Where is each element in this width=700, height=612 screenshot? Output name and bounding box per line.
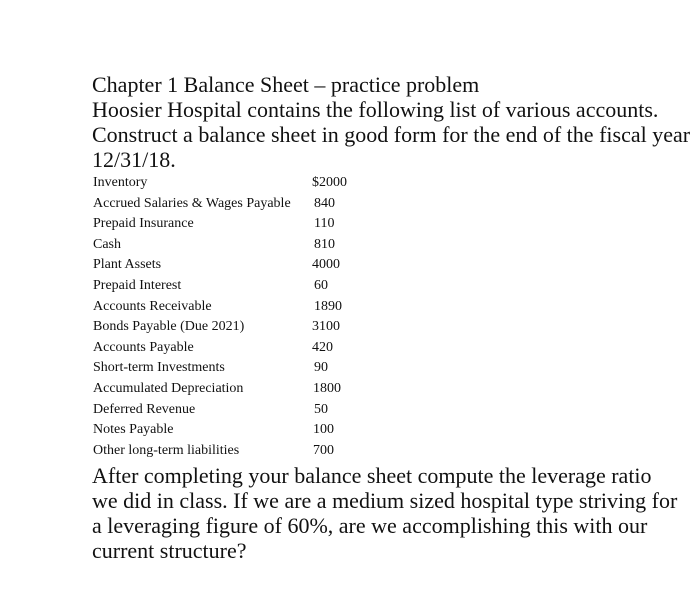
account-row [92, 317, 692, 338]
account-amount: 60 [314, 277, 328, 293]
account-amount: 1800 [313, 380, 341, 396]
account-row [92, 379, 692, 400]
question-paragraph: After completing your balance sheet compute the leverage ratio we did in class. If we are a medium sized hospital type striving for a leveraging figure of 60%, are we accomplishing this with our current structure? [92, 463, 678, 564]
account-row [92, 400, 692, 421]
account-name: Cash [93, 236, 121, 252]
page-title: Chapter 1 Balance Sheet – practice problem [92, 72, 480, 97]
account-row [92, 255, 692, 276]
account-row [92, 276, 692, 297]
account-row [92, 235, 692, 256]
account-amount: 3100 [312, 319, 340, 335]
account-name: Deferred Revenue [93, 401, 196, 417]
intro-paragraph: Hoosier Hospital contains the following list of various accounts. Construct a balance sheet in good form for the end of the fiscal year 12/31/18. [92, 97, 691, 172]
account-amount: 420 [312, 339, 333, 355]
account-row [92, 173, 692, 194]
account-amount: 700 [313, 442, 334, 458]
document [92, 72, 692, 563]
account-name: Plant Assets [93, 257, 162, 273]
accounts-list [92, 173, 692, 461]
account-name: Prepaid Insurance [93, 216, 194, 232]
account-amount: 4000 [312, 257, 340, 273]
account-row [92, 297, 692, 318]
account-amount: 90 [314, 360, 328, 376]
account-name: Accounts Receivable [93, 298, 212, 314]
account-name: Short-term Investments [93, 360, 225, 376]
account-name: Notes Payable [93, 422, 174, 438]
account-name: Bonds Payable (Due 2021) [93, 319, 245, 335]
account-amount: 50 [314, 401, 328, 417]
account-name: Prepaid Interest [93, 277, 182, 293]
account-amount: $2000 [312, 175, 347, 190]
account-amount: 1890 [314, 298, 342, 314]
account-row [92, 441, 692, 462]
account-row [92, 214, 692, 235]
account-row [92, 338, 692, 359]
account-row [92, 194, 692, 215]
account-amount: 100 [313, 422, 334, 438]
account-row [92, 420, 692, 441]
account-name: Accumulated Depreciation [93, 380, 244, 396]
account-amount: 810 [314, 236, 335, 252]
account-amount: 840 [314, 195, 335, 211]
account-name: Accrued Salaries & Wages Payable [93, 195, 291, 211]
account-name: Inventory [93, 175, 148, 190]
account-name: Other long-term liabilities [93, 442, 240, 458]
account-row [92, 358, 692, 379]
account-amount: 110 [314, 216, 335, 232]
account-name: Accounts Payable [93, 339, 194, 355]
